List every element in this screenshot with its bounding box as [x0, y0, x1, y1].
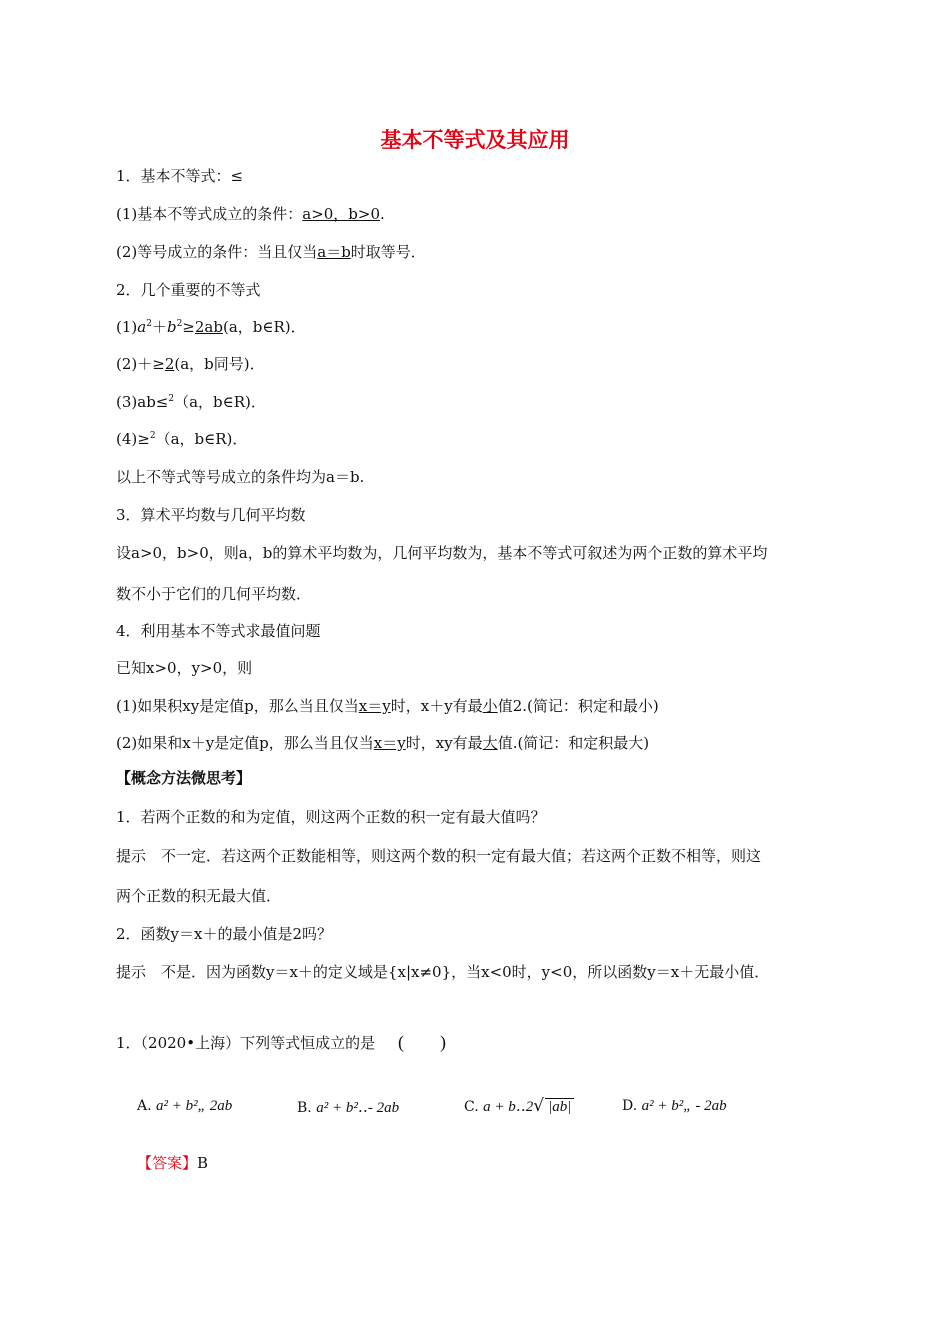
s2-i1-a: (1) — [116, 318, 138, 336]
s4-rule-2 — [116, 733, 649, 753]
s2-i3-b: 2 — [168, 394, 175, 404]
s4-l1-b: x＝y — [358, 697, 391, 715]
s1-c1-cond: a>0，b>0 — [302, 205, 381, 223]
s1-c2-suffix: 时取等号． — [350, 243, 426, 261]
option-d-formula: a² + b²„ - 2ab — [641, 1098, 727, 1114]
s2-i1-g: ≥ — [182, 318, 195, 336]
s3-paragraph-1: 设a>0，b>0，则a，b的算术平均数为，几何平均数为，基本不等式可叙述为两个正数的算术平均 — [116, 544, 768, 562]
sqrt-icon: √ — [533, 1096, 545, 1116]
s4-l1-a: (1)如果积xy是定值p，那么当且仅当 — [116, 697, 359, 715]
think-heading: 【概念方法微思考】 — [116, 769, 252, 787]
s1-condition-1 — [116, 204, 385, 224]
s3-heading: 3．算术平均数与几何平均数 — [116, 506, 306, 524]
s2-i1-f: 2 — [176, 319, 183, 329]
option-c — [464, 1096, 574, 1116]
s2-i3-a: (3)ab≤ — [116, 393, 169, 411]
s2-item-4 — [116, 429, 247, 449]
s4-l1-e: 值2.(简记：积定和最小) — [497, 697, 659, 715]
option-a-formula: a² + b²„ 2ab — [156, 1098, 233, 1114]
option-d — [622, 1098, 727, 1115]
option-b-formula: a² + b²‥- 2ab — [316, 1100, 400, 1116]
s2-i2-b: 2 — [164, 355, 175, 373]
s4-l2-b: x＝y — [373, 734, 406, 752]
think-question-2: 2．函数y＝x＋的最小值是2吗？ — [116, 925, 333, 943]
s4-given: 已知x>0，y>0，则 — [116, 659, 253, 677]
s4-heading: 4．利用基本不等式求最值问题 — [116, 622, 321, 640]
s4-l1-d: 小 — [482, 697, 498, 715]
s4-rule-1 — [116, 696, 659, 716]
s2-i4-c: （a，b∈R)． — [155, 430, 248, 448]
s1-c1-suffix: . — [380, 205, 385, 223]
s2-i1-i: (a，b∈R)． — [222, 318, 306, 336]
s2-i2-c: (a，b同号)． — [174, 355, 265, 373]
think-answer-1-line-1: 提示 不一定．若这两个正数能相等，则这两个数的积一定有最大值；若这两个正数不相等，则这 — [116, 847, 762, 865]
s1-condition-2 — [116, 242, 426, 262]
s2-i2-a: (2)＋≥ — [116, 355, 165, 373]
think-answer-1-line-2: 两个正数的积无最大值． — [116, 887, 282, 905]
think-question-1: 1．若两个正数的和为定值，则这两个正数的积一定有最大值吗？ — [116, 808, 546, 826]
option-c-radicand: |ab| — [545, 1098, 574, 1116]
think-answer-2: 提示 不是．因为函数y＝x＋的定义域是{x|x≠0}，当x<0时，y<0，所以函数y＝x＋无最小值． — [116, 963, 770, 981]
s1-c2-cond: a＝b — [317, 243, 351, 261]
option-d-label: D. — [622, 1098, 638, 1114]
answer-tag: 【答案】 — [137, 1154, 198, 1172]
answer-blank: ( ) — [398, 1032, 446, 1052]
s2-i3-c: （a，b∈R)． — [174, 393, 266, 411]
option-a — [137, 1098, 232, 1115]
s2-i4-b: 2 — [149, 431, 156, 441]
s2-heading: 2．几个重要的不等式 — [116, 281, 261, 299]
question-stem: 1．（2020•上海）下列等式恒成立的是 — [116, 1034, 376, 1052]
s4-l1-c: 时，x＋y有最 — [390, 697, 483, 715]
s1-heading: 1．基本不等式：≤ — [116, 167, 244, 185]
answer-line — [137, 1153, 208, 1173]
s4-l2-e: 值.(简记：和定积最大) — [497, 734, 650, 752]
s2-item-1 — [116, 317, 306, 337]
option-b-label: B. — [297, 1100, 312, 1116]
answer-value: B — [197, 1154, 209, 1172]
s2-i1-b: a — [137, 318, 147, 336]
s4-l2-a: (2)如果和x＋y是定值p，那么当且仅当 — [116, 734, 374, 752]
s2-i1-h: 2ab — [194, 318, 223, 336]
s3-paragraph-2: 数不小于它们的几何平均数． — [116, 585, 312, 603]
s4-l2-d: 大 — [482, 734, 498, 752]
option-a-label: A. — [137, 1098, 152, 1114]
option-b — [297, 1098, 399, 1117]
s2-summary: 以上不等式等号成立的条件均为a＝b. — [116, 468, 365, 486]
s2-item-3 — [116, 392, 266, 412]
s4-l2-c: 时，xy有最 — [405, 734, 483, 752]
option-c-formula: a + b‥2 — [483, 1099, 534, 1115]
s2-i4-a: (4)≥ — [116, 430, 150, 448]
s1-c1-prefix: (1)基本不等式成立的条件： — [116, 205, 303, 223]
page-title: 基本不等式及其应用 — [380, 128, 570, 152]
s2-item-2 — [116, 354, 265, 374]
s2-i1-d: ＋ — [151, 318, 167, 336]
s2-i1-c: 2 — [146, 319, 152, 329]
s2-i1-e: b — [166, 318, 177, 336]
option-c-label: C. — [464, 1099, 479, 1115]
s1-c2-prefix: (2)等号成立的条件：当且仅当 — [116, 243, 318, 261]
